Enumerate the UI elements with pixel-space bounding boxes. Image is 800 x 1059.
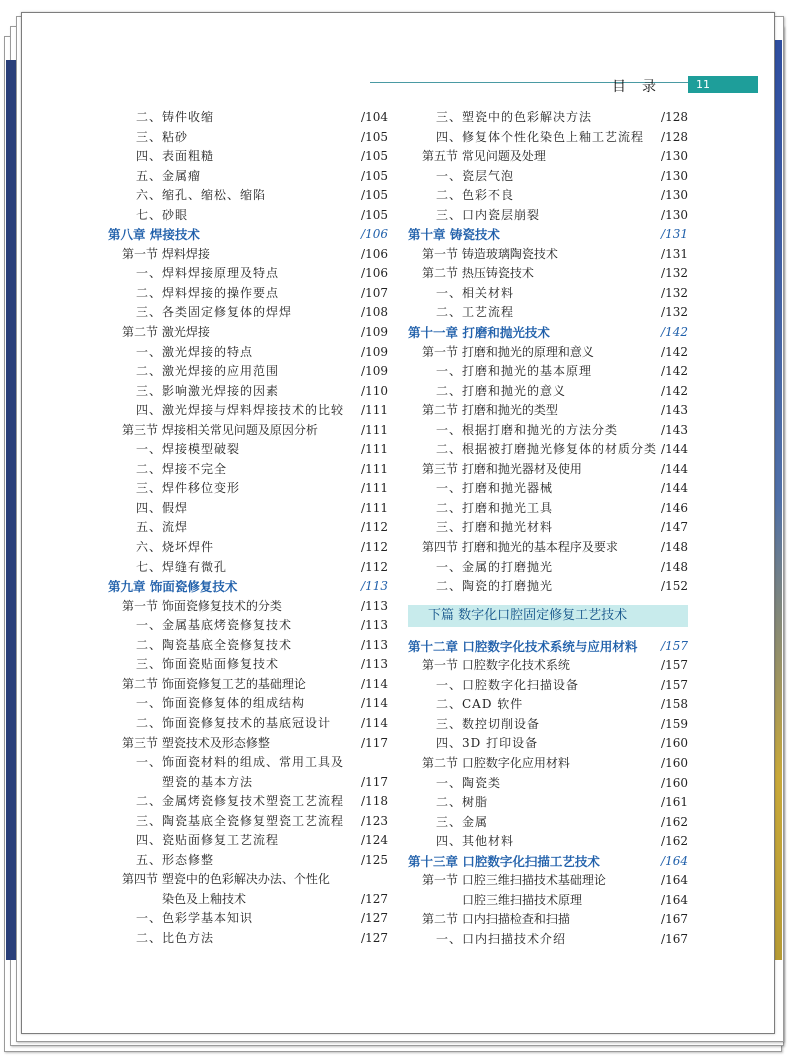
toc-entry-title: 第二节 口内扫描检查和扫描 (422, 912, 570, 927)
toc-entry-title: 一、陶瓷类 (436, 775, 502, 790)
toc-entry-title: 第四节 塑瓷中的色彩解决办法、个性化 (122, 872, 330, 887)
toc-entry-title: 第一节 饰面瓷修复技术的分类 (122, 598, 282, 613)
toc-entry-page: /167 (661, 931, 688, 946)
toc-entry-page: /117 (361, 735, 388, 750)
toc-section[interactable] (408, 871, 688, 891)
toc-item[interactable] (408, 558, 688, 578)
toc-item[interactable] (108, 714, 388, 734)
toc-item[interactable] (408, 518, 688, 538)
toc-item[interactable] (408, 167, 688, 187)
toc-item[interactable] (108, 343, 388, 363)
toc-entry-page: /105 (361, 188, 388, 203)
toc-entry-title: 一、激光焊接的特点 (136, 344, 254, 359)
toc-entry-page: /111 (361, 500, 388, 515)
toc-entry-page: /112 (361, 540, 388, 555)
toc-entry-page: /142 (661, 344, 688, 359)
toc-right-column (408, 108, 688, 949)
toc-item[interactable] (108, 909, 388, 929)
toc-entry-page: /105 (361, 149, 388, 164)
toc-section[interactable] (408, 245, 688, 265)
toc-entry-title: 四、激光焊接与焊料焊接技术的比较 (136, 403, 345, 418)
toc-item[interactable] (108, 186, 388, 206)
toc-entry-page: /160 (661, 755, 688, 770)
toc-entry-title: 四、修复体个性化染色上釉工艺流程 (436, 129, 645, 144)
toc-item[interactable] (108, 479, 388, 499)
toc-entry-title: 二、焊料焊接的操作要点 (136, 285, 280, 300)
toc-entry-page: /144 (661, 461, 688, 476)
toc-entry-title: 一、口内扫描技术介绍 (436, 931, 567, 946)
toc-section[interactable] (108, 734, 388, 754)
toc-entry-page: /109 (361, 344, 388, 359)
toc-chapter[interactable] (408, 852, 688, 872)
toc-entry-title: 三、打磨和抛光材料 (436, 520, 554, 535)
toc-item[interactable] (408, 695, 688, 715)
toc-entry-page: /157 (661, 658, 688, 673)
toc-entry-page: /160 (661, 736, 688, 751)
toc-entry-title: 三、塑瓷中的色彩解决方法 (436, 110, 593, 124)
toc-entry-title: 第九章 饰面瓷修复技术 (108, 579, 238, 595)
toc-section[interactable] (408, 460, 688, 480)
toc-item[interactable] (108, 128, 388, 148)
toc-entry-page: /132 (661, 285, 688, 300)
toc-entry-page: /131 (661, 227, 688, 242)
toc-item[interactable] (408, 715, 688, 735)
toc-entry-title: 五、金属瘤 (136, 168, 202, 183)
toc-entry-title: 三、陶瓷基底全瓷修复塑瓷工艺流程 (136, 813, 345, 828)
toc-entry-title: 三、金属 (436, 814, 489, 829)
toc-entry-page: /162 (661, 834, 688, 849)
toc-entry-title: 一、口腔数字化扫描设备 (436, 677, 580, 692)
toc-entry-page: /131 (661, 246, 688, 261)
toc-entry-page: /108 (361, 305, 388, 320)
toc-entry-title: 第三节 打磨和抛光器材及使用 (422, 461, 582, 476)
toc-chapter[interactable] (408, 323, 688, 343)
toc-entry-title: 一、根据打磨和抛光的方法分类 (436, 422, 619, 437)
toc-section[interactable] (408, 754, 688, 774)
toc-entry-title: 二、金属烤瓷修复技术塑瓷工艺流程 (136, 794, 345, 809)
toc-entry-title: 一、打磨和抛光器械 (436, 481, 554, 496)
toc-entry-page: /117 (361, 774, 388, 789)
toc-item[interactable] (108, 792, 388, 812)
toc-entry-page: /107 (361, 285, 388, 300)
toc-item[interactable] (408, 479, 688, 499)
toc-entry-page: /111 (361, 403, 388, 418)
page-number-badge (688, 76, 758, 93)
toc-entry-title: 二、根据被打磨抛光修复体的材质分类 (436, 442, 658, 457)
toc-entry-title: 一、相关材料 (436, 285, 515, 300)
toc-item[interactable] (108, 401, 388, 421)
toc-entry-title: 一、焊接模型破裂 (136, 442, 241, 457)
toc-item[interactable] (108, 812, 388, 832)
toc-entry-page: /113 (361, 598, 388, 613)
toc-entry-title: 二、铸件收缩 (136, 110, 215, 124)
toc-entry-page: /114 (361, 696, 388, 711)
toc-item[interactable] (408, 734, 688, 754)
toc-entry-title: 二、饰面瓷修复技术的基底冠设计 (136, 715, 332, 730)
toc-section[interactable] (408, 656, 688, 676)
toc-entry-title: 六、缩孔、缩松、缩陷 (136, 188, 267, 203)
toc-item[interactable] (408, 362, 688, 382)
toc-item[interactable] (108, 831, 388, 851)
toc-entry-title: 四、表面粗糙 (136, 149, 215, 164)
toc-entry-title: 第一节 打磨和抛光的原理和意义 (422, 344, 594, 359)
toc-entry-title: 二、激光焊接的应用范围 (136, 364, 280, 379)
toc-entry-page: /127 (361, 930, 388, 945)
toc-item[interactable] (108, 362, 388, 382)
toc-entry-page: /113 (361, 637, 388, 652)
toc-entry-page: /128 (661, 110, 688, 124)
toc-item[interactable] (108, 616, 388, 636)
toc-entry-page: /167 (661, 912, 688, 927)
toc-entry-title: 第二节 激光焊接 (122, 325, 210, 340)
toc-item[interactable] (408, 774, 688, 794)
toc-entry-page: /143 (661, 403, 688, 418)
toc-entry-page: /114 (361, 715, 388, 730)
toc-item[interactable] (108, 167, 388, 187)
toc-section[interactable] (108, 245, 388, 265)
toc-item[interactable] (108, 753, 388, 773)
toc-entry-page: /127 (361, 891, 388, 906)
toc-entry-page: /158 (661, 697, 688, 712)
toc-entry-title: 五、流焊 (136, 520, 189, 535)
toc-entry-title: 三、饰面瓷贴面修复技术 (136, 657, 280, 672)
toc-entry-title: 二、打磨和抛光工具 (436, 500, 554, 515)
toc-item[interactable] (408, 108, 688, 128)
toc-entry-page: /144 (661, 481, 688, 496)
toc-entry-page: /164 (661, 892, 688, 907)
toc-entry-title: 一、饰面瓷修复体的组成结构 (136, 696, 306, 711)
toc-entry-title: 第二节 口腔数字化应用材料 (422, 755, 570, 770)
toc-chapter[interactable] (108, 577, 388, 597)
toc-entry-page: /132 (661, 266, 688, 281)
toc-section[interactable] (408, 401, 688, 421)
toc-entry-title: 三、影响激光焊接的因素 (136, 383, 280, 398)
toc-entry-title: 七、砂眼 (136, 207, 189, 222)
toc-entry-title: 二、焊接不完全 (136, 461, 228, 476)
toc-entry-page: /157 (661, 638, 688, 653)
toc-entry-title: 第三节 塑瓷技术及形态修整 (122, 735, 270, 750)
toc-section[interactable] (408, 147, 688, 167)
toc-chapter[interactable] (408, 225, 688, 245)
toc-entry-title: 四、3D 打印设备 (436, 736, 539, 751)
toc-entry-title: 染色及上釉技术 (162, 891, 247, 906)
toc-entry-page: /111 (361, 461, 388, 476)
toc-entry-page: /111 (361, 422, 388, 437)
toc-item[interactable] (108, 303, 388, 323)
toc-entry-title: 第一节 铸造玻璃陶瓷技术 (422, 246, 558, 261)
toc-section[interactable] (408, 343, 688, 363)
toc-entry-title: 二、色彩不良 (436, 188, 515, 203)
toc-part-heading[interactable] (408, 605, 688, 627)
toc-item[interactable] (408, 440, 688, 460)
toc-item[interactable] (108, 460, 388, 480)
toc-entry-page: /162 (661, 814, 688, 829)
toc-item[interactable] (408, 793, 688, 813)
toc-entry-page: /152 (661, 579, 688, 594)
toc-item[interactable] (108, 147, 388, 167)
toc-item[interactable] (108, 694, 388, 714)
toc-entry-page: /132 (661, 305, 688, 320)
toc-entry-title: 第一节 口腔数字化技术系统 (422, 658, 570, 673)
book-edge-right (774, 40, 782, 960)
toc-entry-title: 第五节 常见问题及处理 (422, 149, 546, 164)
toc-entry-title: 四、其他材料 (436, 834, 515, 849)
toc-entry-page: /111 (361, 481, 388, 496)
toc-item-continuation[interactable] (108, 773, 388, 793)
toc-entry-title: 一、金属的打磨抛光 (436, 559, 554, 574)
toc-entry-page: /157 (661, 677, 688, 692)
toc-chapter[interactable] (408, 637, 688, 657)
toc-item[interactable] (108, 108, 388, 128)
toc-item[interactable] (108, 284, 388, 304)
toc-item[interactable] (408, 813, 688, 833)
toc-entry-title: 一、打磨和抛光的基本原理 (436, 364, 593, 379)
page-header-title: 目录 (612, 79, 672, 95)
toc-entry-page: /130 (661, 168, 688, 183)
toc-entry-page: /142 (661, 383, 688, 398)
toc-entry-title: 二、比色方法 (136, 930, 215, 945)
toc-entry-page: /148 (661, 559, 688, 574)
toc-section[interactable] (108, 675, 388, 695)
book-edge-left (6, 60, 16, 960)
toc-entry-page: /147 (661, 520, 688, 535)
toc-entry-page: /146 (661, 500, 688, 515)
toc-entry-title: 二、打磨和抛光的意义 (436, 383, 567, 398)
toc-section[interactable] (108, 597, 388, 617)
toc-entry-page: /142 (661, 325, 688, 340)
toc-section[interactable] (408, 264, 688, 284)
toc-chapter[interactable] (108, 225, 388, 245)
toc-left-column (108, 108, 388, 949)
toc-entry-page: /148 (661, 540, 688, 555)
toc-section-continuation[interactable] (108, 890, 388, 910)
toc-entry-title: 第二节 饰面瓷修复工艺的基础理论 (122, 676, 306, 691)
toc-entry-page: /118 (361, 794, 388, 809)
toc-entry-page: /160 (661, 775, 688, 790)
toc-section[interactable] (408, 538, 688, 558)
toc-entry-page: /130 (661, 149, 688, 164)
toc-entry-page: /124 (361, 833, 388, 848)
toc-entry-page: /164 (661, 873, 688, 888)
toc-section[interactable] (108, 421, 388, 441)
toc-entry-page: /123 (361, 813, 388, 828)
toc-entry-page: /105 (361, 207, 388, 222)
toc-entry-page: /109 (361, 364, 388, 379)
toc-part-title: 下篇 数字化口腔固定修复工艺技术 (428, 607, 628, 623)
toc-entry-page: /143 (661, 422, 688, 437)
toc-entry-page: /125 (361, 852, 388, 867)
toc-entry-page: /110 (361, 383, 388, 398)
toc-entry-title: 二、陶瓷的打磨抛光 (436, 579, 554, 594)
toc-entry-title: 第二节 热压铸瓷技术 (422, 266, 534, 281)
toc-entry-page: /112 (361, 520, 388, 535)
toc-entry-title: 二、树脂 (436, 795, 489, 810)
toc-entry-title: 第三节 焊接相关常见问题及原因分析 (122, 422, 318, 437)
toc-entry-page: /161 (661, 795, 688, 810)
toc-entry-page: /142 (661, 364, 688, 379)
toc-item[interactable] (408, 577, 688, 597)
toc-entry-title: 一、饰面瓷材料的组成、常用工具及 (136, 755, 345, 770)
toc-entry-page: /113 (361, 657, 388, 672)
toc-entry-title: 第十三章 口腔数字化扫描工艺技术 (408, 853, 600, 869)
toc-entry-title: 第十章 铸瓷技术 (408, 227, 500, 243)
toc-section[interactable] (108, 323, 388, 343)
toc-item[interactable] (108, 264, 388, 284)
toc-entry-title: 一、金属基底烤瓷修复技术 (136, 618, 293, 633)
toc-entry-page: /164 (661, 853, 688, 868)
toc-item[interactable] (108, 636, 388, 656)
toc-entry-title: 第八章 焊接技术 (108, 227, 200, 243)
toc-item[interactable] (408, 128, 688, 148)
toc-item[interactable] (108, 499, 388, 519)
toc-item[interactable] (408, 206, 688, 226)
toc-item[interactable] (408, 930, 688, 950)
toc-entry-page: /113 (361, 618, 388, 633)
toc-entry-title: 一、瓷层气泡 (436, 168, 515, 183)
toc-item[interactable] (108, 655, 388, 675)
toc-item[interactable] (108, 851, 388, 871)
toc-entry-page: /109 (361, 325, 388, 340)
toc-item[interactable] (408, 421, 688, 441)
toc-entry-page: /114 (361, 676, 388, 691)
toc-entry-title: 三、各类固定修复体的焊焊 (136, 305, 293, 320)
toc-entry-page: /113 (361, 579, 388, 594)
toc-entry-page: /112 (361, 559, 388, 574)
toc-entry-title: 四、假焊 (136, 500, 189, 515)
toc-section[interactable] (108, 870, 388, 890)
toc-entry-title: 三、粘砂 (136, 129, 189, 144)
toc-item[interactable] (408, 284, 688, 304)
toc-entry-page: /106 (361, 227, 388, 242)
toc-item[interactable] (108, 382, 388, 402)
toc-item[interactable] (408, 382, 688, 402)
toc-entry-page: /111 (361, 442, 388, 457)
toc-entry-title: 三、焊件移位变形 (136, 481, 241, 496)
toc-entry-title: 五、形态修整 (136, 852, 215, 867)
toc-entry-title: 一、色彩学基本知识 (136, 911, 254, 926)
toc-item[interactable] (108, 538, 388, 558)
toc-item[interactable] (408, 676, 688, 696)
toc-entry-page: /127 (361, 911, 388, 926)
toc-entry-title: 第十二章 口腔数字化技术系统与应用材料 (408, 638, 638, 654)
toc-entry-title: 一、焊料焊接原理及特点 (136, 266, 280, 281)
toc-entry-page: /128 (661, 129, 688, 144)
toc-entry-page: /130 (661, 207, 688, 222)
toc-entry-page: /105 (361, 129, 388, 144)
toc-entry-title: 三、数控切削设备 (436, 716, 541, 731)
toc-entry-title: 第一节 口腔三维扫描技术基础理论 (422, 873, 606, 888)
toc-entry-title: 口腔三维扫描技术原理 (462, 892, 583, 907)
toc-item[interactable] (408, 832, 688, 852)
toc-item[interactable] (408, 186, 688, 206)
toc-entry-page: /104 (361, 110, 388, 124)
toc-entry-title: 三、口内瓷层崩裂 (436, 207, 541, 222)
toc-entry-page: /130 (661, 188, 688, 203)
toc-entry-title: 七、焊缝有微孔 (136, 559, 228, 574)
toc-item[interactable] (108, 206, 388, 226)
part-spacer (408, 597, 688, 605)
toc-entry-title: 二、陶瓷基底全瓷修复技术 (136, 637, 293, 652)
toc-entry-title: 第一节 焊料焊接 (122, 246, 210, 261)
toc-entry-page: /159 (661, 716, 688, 731)
toc-item[interactable] (108, 440, 388, 460)
toc-entry-title: 二、CAD 软件 (436, 697, 524, 712)
toc-entry-page: /106 (361, 246, 388, 261)
toc-item[interactable] (408, 499, 688, 519)
toc-entry-title: 二、工艺流程 (436, 305, 515, 320)
toc-section[interactable] (408, 910, 688, 930)
toc-item[interactable] (108, 558, 388, 578)
toc-entry-title: 四、瓷贴面修复工艺流程 (136, 833, 280, 848)
toc-item[interactable] (408, 303, 688, 323)
toc-entry-title: 第二节 打磨和抛光的类型 (422, 403, 558, 418)
toc-entry-page: /144 (661, 442, 688, 457)
toc-entry-title: 六、烧坏焊件 (136, 540, 215, 555)
toc-entry-title: 塑瓷的基本方法 (162, 774, 254, 789)
toc-item[interactable] (108, 518, 388, 538)
toc-item[interactable] (108, 929, 388, 949)
toc-section-continuation[interactable] (408, 891, 688, 911)
toc-entry-page: /105 (361, 168, 388, 183)
toc-entry-title: 第四节 打磨和抛光的基本程序及要求 (422, 540, 618, 555)
toc-entry-page: /106 (361, 266, 388, 281)
page-number: 11 (696, 78, 710, 91)
toc-entry-title: 第十一章 打磨和抛光技术 (408, 325, 550, 341)
